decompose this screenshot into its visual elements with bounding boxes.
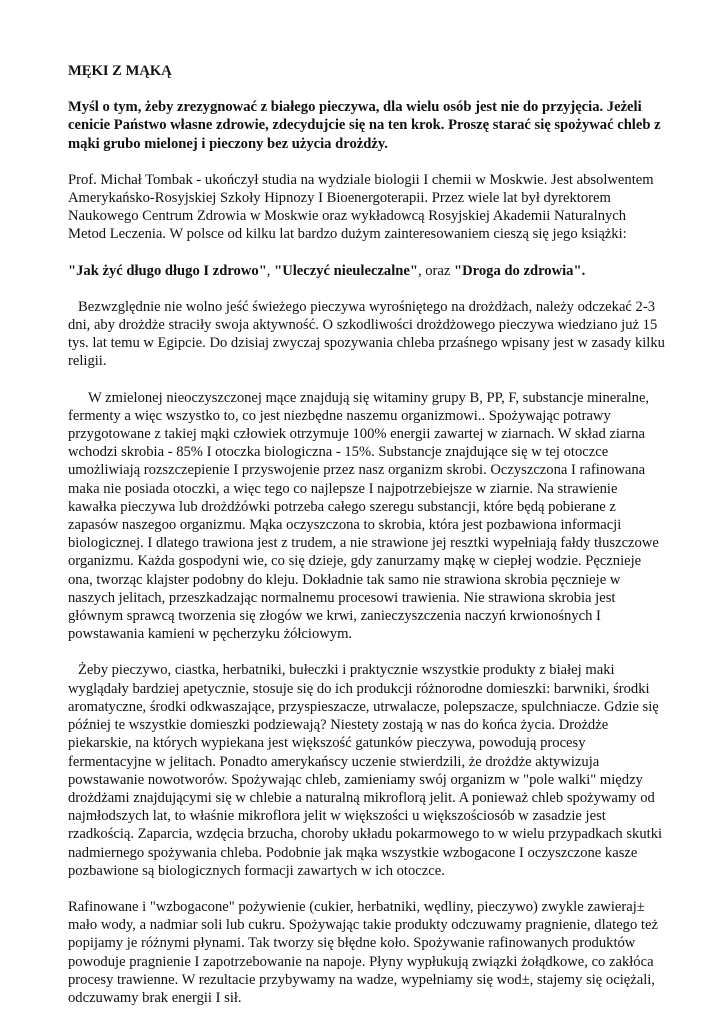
book-title-1: "Jak żyć długo długo I zdrowo" (68, 262, 267, 279)
lead-paragraph: Myśl o tym, żeby zrezygnować z białego pieczywa, dla wielu osób jest nie do przyjęcia. Jeżeli cenicie Państwo własne zdrowie, zdecydujcie się na ten krok. Proszę starać się spożywać chleb z mąki grubo mielonej i pieczony bez użycia drożdży. (68, 99, 661, 152)
body-paragraph-refined-food: Rafinowane i "wzbogacone" pożywienie (cukier, herbatniki, wędliny, pieczywo) zwykle zawieraj± mało wody, a nadmiar soli lub cukru. Spożywając takie produkty odczuwamy pragnienie, dlatego też popijamy je różnymi płynami. Tak tworzy się błędne koło. Spożywanie rafinowanych produktów powoduje pragnienie I zapotrzebowanie na napoje. Płyny wypłukują związki żołądkowe, co zakłóca procesy trawienne. W rezultacie przybywamy na wadze, wypełniamy się wod±, stajemy się ociężali, odczuwamy brak energii I sił. (68, 898, 658, 1006)
document-title: MĘKI Z MĄKĄ (68, 63, 172, 79)
document-page (68, 62, 666, 1025)
book-title-2: "Uleczyć nieuleczalne" (274, 262, 418, 279)
body-paragraph-fresh-bread: Bezwzględnie nie wolno jeść świeżego pieczywa wyrośniętego na drożdżach, należy odczekać 2-3 dni, aby drożdże straciły swoja aktywność. O szkodliwości drożdżowego pieczywa wiedziano już 15 tys. lat temu w Egipcie. Do dzisiaj zwyczaj spozywania chleba przaśnego wpisany jest w zasady kilku religii. (68, 298, 665, 370)
book-separator-1: , (266, 262, 275, 279)
book-title-3: "Droga do zdrowia" (454, 262, 582, 279)
book-titles-line (68, 262, 666, 280)
body-paragraph-additives: Żeby pieczywo, ciastka, herbatniki, bułeczki i praktycznie wszystkie produkty z białej maki wyglądały bardziej apetycznie, stosuje się do ich produkcji różnorodne domieszki: barwniki, środki aromatyczne, środki odkwaszające, przyspieszacze, utrwalacze, polepszacze, spulchniacze. Gdzie się później te wszystkie domieszki podziewają? Niestety zostają w nas do końca życia. Drożdże piekarskie, na których wypiekana jest większość gatunków pieczywa, powodują procesy fermentacyjne w jelitach. Ponadto amerykańscy uczenie stwierdzili, że drożdże aktywizuja powstawanie nowotworów. Spożywając chleb, zamieniamy swój organizm w "pole walki" między drożdżami znajdującymi się w chlebie a naturalną mikroflorą jelit. A ponieważ chleb spożywamy od najmłodszych lat, to właśnie mikroflora jelit w większości u większościosób w zasadzie jest rzadkością. Zaparcia, wzdęcia brzucha, choroby układu pokarmowego to w wielu przypadkach skutki nadmiernego spożywania chleba. Podobnie jak mąka wszystkie wzbogacone I oczyszczone kasze pozbawione są biologicznych formacji zawartych w ich otoczce. (68, 662, 663, 879)
body-paragraph-flour-vitamins: W zmielonej nieoczyszczonej mące znajdują się witaminy grupy B, PP, F, substancje mineralne, fermenty a więc wszystko to, co jest niezbędne naszemu organizmowi.. Spożywając potrawy przygotowane z takiej mąki człowiek otrzymuje 100% energii zawartej w ziarnach. W skład ziarna wchodzi skrobia - 85% I otoczka biologiczna - 15%. Substancje znajdujące się w tej otoczce umożliwiają rozszczepienie I przyswojenie przez nasz organizm skrobi. Oczyszczona I rafinowana maka nie posiada otoczki, a więc tego co najlepsze I najpotrzebiejsze w ziarnie. Na strawienie kawałka pieczywa lub drożdżówki potrzeba całego szeregu substancji, które będą pobierane z zapasów naszegoo organizmu. Mąka oczyszczona to skrobia, która jest pozbawiona informacji biologicznej. I dlatego trawiona jest z trudem, a nie strawione jej resztki wypełniają fałdy tłuszczowe organizmu. Każda gospodyni wie, co się dzieje, gdy zanurzamy mąkę w ciepłej wodzie. Pęcznieje ona, tworząc klajster podobny do kleju. Dokładnie tak samo nie strawiona skrobia pęcznieje w naszych jelitach, przeszkadzając normalnemu procesowi trawienia. Nie strawiona skrobia jest głównym sprawcą tworzenia się złogów we krwi, zanieczyszczenia naczyń krwionośnych I powstawania kamieni w pęcherzyku żółciowym. (68, 389, 659, 643)
author-bio-paragraph: Prof. Michał Tombak - ukończył studia na wydziale biologii I chemii w Moskwie. Jest absolwentem Amerykańsko-Rosyjskiej Szkoły Hipnozy I Bioenergoterapii. Przez wiele lat był dyrektorem Naukowego Centrum Zdrowia w Moskwie oraz wykładowcą Rosyjskiej Akademii Naturalnych Metod Leczenia. W polsce od kilku lat bardzo dużym zainteresowaniem cieszą się jego książki: (68, 171, 654, 243)
book-separator-2: , oraz (417, 262, 455, 279)
book-line-end: . (581, 262, 586, 279)
